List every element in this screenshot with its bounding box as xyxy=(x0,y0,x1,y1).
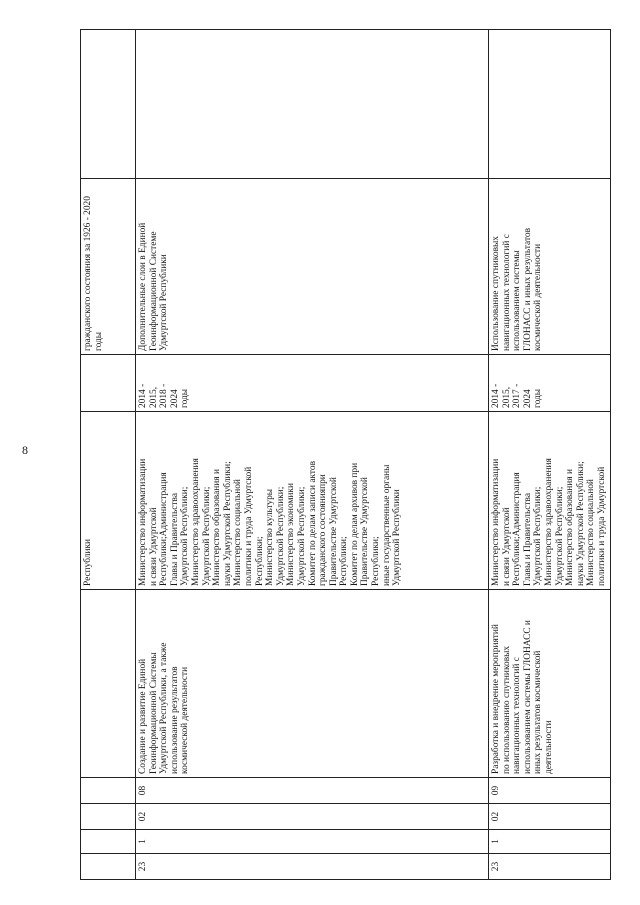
text-line: использованием системы ГЛОНАСС и xyxy=(522,620,533,774)
text-line: Удмуртской Республики; xyxy=(180,486,191,586)
table-row-continuation xyxy=(81,30,136,880)
cell-code-2: 1 xyxy=(489,830,611,854)
text-line: Удмуртской Республики, а также xyxy=(159,642,170,774)
cell-period xyxy=(489,355,611,412)
text-line: навигационных технологий с xyxy=(501,234,512,351)
text-line: 2024 xyxy=(522,389,533,408)
cell-executor xyxy=(136,412,489,590)
cell-last xyxy=(81,30,136,179)
text-line: Комитет по делам записи актов xyxy=(307,460,318,586)
text-line: Геоинформационной Системе xyxy=(148,231,159,351)
text-line: 2014 - xyxy=(491,383,501,408)
text-line: Удмуртской Республики xyxy=(392,489,403,586)
text-line: Правительстве Удмуртской xyxy=(360,477,371,586)
text-line: науки Удмуртской Республики; xyxy=(222,461,233,586)
text-line: и связи Удмуртской xyxy=(148,507,159,586)
text-line: Правительстве Удмуртской xyxy=(328,477,339,586)
page-number: 8 xyxy=(22,443,28,457)
text-line: 2014 - xyxy=(138,383,148,408)
cell-executor xyxy=(489,412,611,590)
cell-code-1: 23 xyxy=(136,854,489,880)
text-line: Удмуртской Республики; xyxy=(275,486,286,586)
text-line: гражданского состоянияпри xyxy=(318,474,329,586)
cell-name xyxy=(136,590,489,778)
program-table xyxy=(80,29,611,880)
cell-goal xyxy=(489,179,611,355)
text-line: Удмуртской Республики; xyxy=(201,486,212,586)
text-line: 2015, xyxy=(501,386,512,408)
table-row xyxy=(489,30,611,880)
text-line: годы xyxy=(180,388,191,408)
cell-code-3: 02 xyxy=(136,804,489,830)
program-table-rotated xyxy=(80,30,607,880)
text-line: Республики;Администрация xyxy=(512,472,523,586)
text-line: Республики; xyxy=(254,536,265,586)
text-line: Министерство здравоохранения xyxy=(190,458,201,586)
text-line: Комитет по делам архивов при xyxy=(349,462,360,586)
cell-code-1 xyxy=(81,854,136,880)
text-line: использование результатов xyxy=(169,666,180,774)
text-line: и связи Удмуртской xyxy=(501,507,512,586)
text-line: Республики; xyxy=(371,536,382,586)
text-line: Удмуртской Республики; xyxy=(296,486,307,586)
text-line: Министерство социальной xyxy=(586,479,597,586)
text-line: науки Удмуртской Республики; xyxy=(575,461,586,586)
cell-name xyxy=(81,590,136,778)
text-line: Удмуртской Республики; xyxy=(554,486,565,586)
cell-period xyxy=(136,355,489,412)
text-line: годы xyxy=(533,388,544,408)
table-row xyxy=(136,30,489,880)
text-line: иных результатов космической xyxy=(533,650,544,774)
text-line: Удмуртской Республики xyxy=(159,254,170,351)
text-line: 2024 xyxy=(169,389,180,408)
cell-last xyxy=(489,30,611,179)
cell-code-4: 08 xyxy=(136,778,489,804)
cell-goal xyxy=(136,179,489,355)
text-line: Дополнительные слои в Единой xyxy=(138,222,148,351)
text-line: Использование спутниковых xyxy=(491,236,501,351)
text-line: Разработка и внедрение мероприятий xyxy=(491,624,501,774)
text-line: политики и труда Удмуртской xyxy=(243,466,254,586)
text-line: политики и труда Удмуртской xyxy=(596,466,607,586)
text-line: 2017 - xyxy=(512,383,523,408)
text-line: космической деятельности xyxy=(180,666,191,774)
cell-code-2: 1 xyxy=(136,830,489,854)
text-line: Республики;Администрация xyxy=(159,472,170,586)
text-line: Министерство культуры xyxy=(265,488,276,586)
text-line: навигационных технологий с xyxy=(512,657,523,774)
text-line: использованием системы xyxy=(512,250,523,351)
text-line: Республики; xyxy=(339,536,350,586)
cell-code-3: 02 xyxy=(489,804,611,830)
cell-executor: Республики xyxy=(81,412,136,590)
text-line: Министерство социальной xyxy=(233,479,244,586)
cell-code-4: 09 xyxy=(489,778,611,804)
cell-last xyxy=(136,30,489,179)
text-line: Министерство образования и xyxy=(565,469,576,586)
cell-goal: гражданского состояния за 1926 - 2020 годы xyxy=(81,179,136,355)
cell-name xyxy=(489,590,611,778)
cell-period xyxy=(81,355,136,412)
text-line: Геоинформационной Системы xyxy=(148,652,159,774)
text-line: Министерство здравоохранения xyxy=(543,458,554,586)
text-line: 2015, xyxy=(148,386,159,408)
text-line: Министерство образования и xyxy=(212,469,223,586)
text-line: Министерство информатизации xyxy=(138,458,148,586)
text-line: Удмуртской Республики; xyxy=(533,486,544,586)
cell-code-4 xyxy=(81,778,136,804)
text-line: Создание и развитие Единой xyxy=(138,658,148,774)
cell-code-1: 23 xyxy=(489,854,611,880)
text-line: иные государственные органы xyxy=(381,464,392,586)
text-line: Министерство экономики xyxy=(286,483,297,586)
cell-code-3 xyxy=(81,804,136,830)
text-line: Министерство информатизации xyxy=(491,458,501,586)
text-line: космической деятельности xyxy=(533,243,544,351)
text-line: по использованию спутниковых xyxy=(501,645,512,774)
text-line: Главы и Правительства xyxy=(522,493,533,586)
text-line: ГЛОНАСС и иных результатов xyxy=(522,227,533,351)
text-line: деятельности xyxy=(543,720,554,774)
cell-code-2 xyxy=(81,830,136,854)
text-line: Главы и Правительства xyxy=(169,493,180,586)
text-line: 2018 - xyxy=(159,383,170,408)
